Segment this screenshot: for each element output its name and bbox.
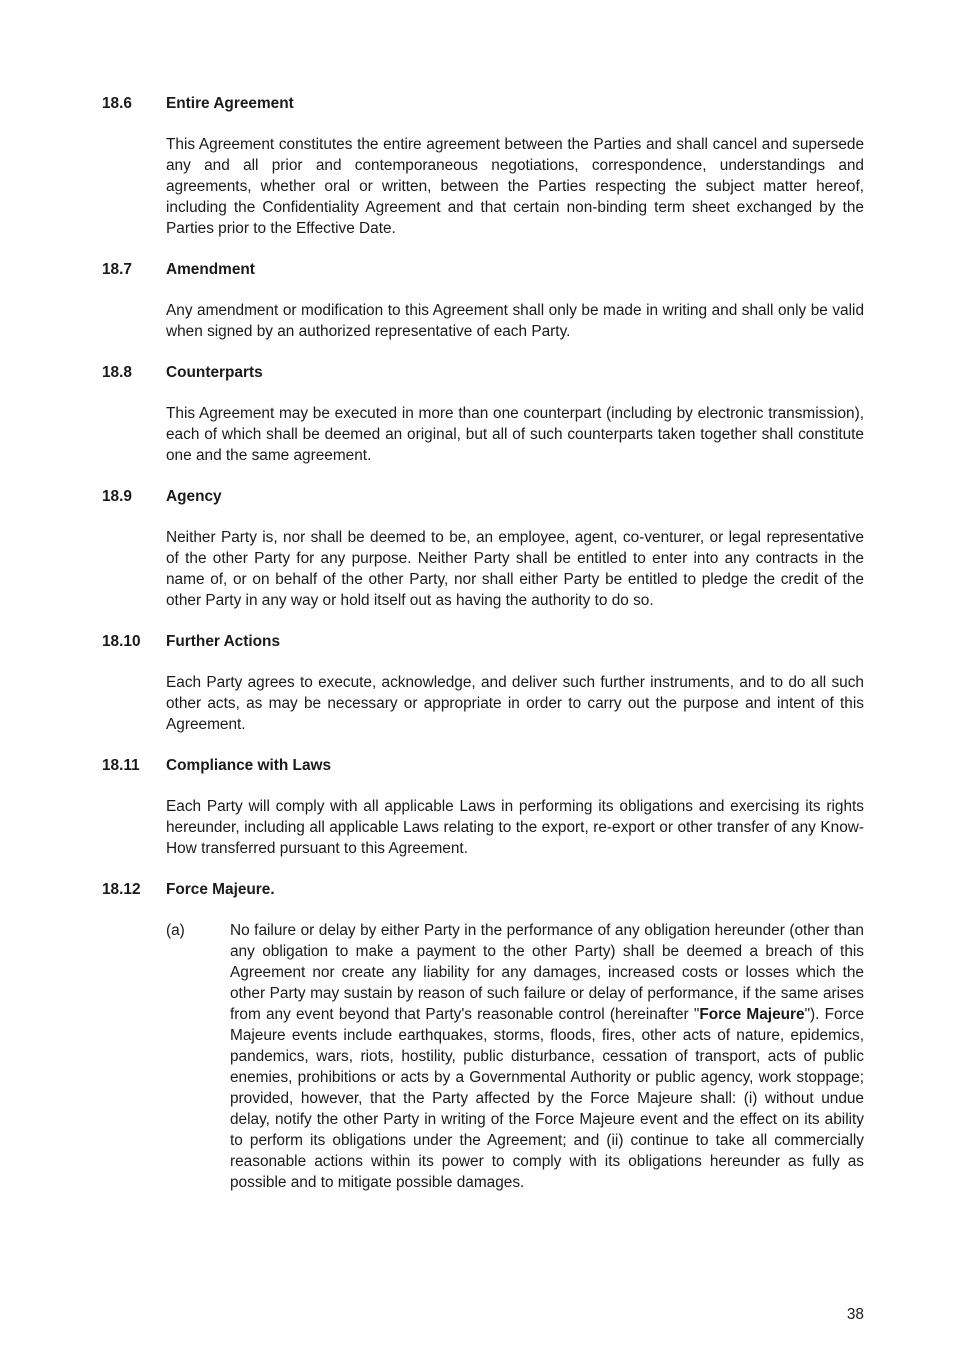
section-text: This Agreement may be executed in more than one counterpart (including by electronic transmission), each of which shall be deemed an original, but all of such counterparts taken together shall constitute one and the same agreement.: [166, 405, 864, 464]
section-18-11: [102, 755, 864, 859]
section-18-6: [102, 93, 864, 239]
section-number: 18.9: [102, 488, 132, 505]
section-title: Counterparts: [166, 364, 263, 381]
document-page: [102, 93, 864, 1213]
section-18-12: [102, 879, 864, 1193]
section-heading: [102, 93, 864, 114]
section-title: Entire Agreement: [166, 95, 294, 112]
clause-text-before: No failure or delay by either Party in the performance of any obligation hereunder (other than any obligation to make a payment to the other Party) shall be deemed a breach of this Agreement nor create any liability for any damages, increased costs or losses which the other Party may sustain by reason of such failure or delay of performance, if the same arises from any event beyond that Party's reasonable control (hereinafter ": [230, 922, 864, 1023]
section-number: 18.12: [102, 881, 141, 898]
section-heading: [102, 755, 864, 776]
section-number: 18.8: [102, 364, 132, 381]
section-text: Each Party will comply with all applicable Laws in performing its obligations and exercising its rights hereunder, including all applicable Laws relating to the export, re-export or other transfer of any Know-How transferred pursuant to this Agreement.: [166, 798, 864, 857]
section-heading: [102, 259, 864, 280]
section-title: Further Actions: [166, 633, 281, 650]
section-title: Compliance with Laws: [166, 757, 332, 774]
section-title: Amendment: [166, 261, 255, 278]
section-number: 18.6: [102, 95, 132, 112]
clause-item-a: [166, 920, 864, 1193]
section-text: Each Party agrees to execute, acknowledge, and deliver such further instruments, and to do all such other acts, as may be necessary or appropriate in order to carry out the purpose and intent of this Agreement.: [166, 674, 864, 733]
clause-text-after: "). Force Majeure events include earthquakes, storms, floods, fires, other acts of nature, epidemics, pandemics, wars, riots, hostility, public disturbance, cessation of transport, acts of public enemies, prohibitions or acts by a Governmental Authority or public agency, work stoppage; provided, however, that the Party affected by the Force Majeure shall: (i) without undue delay, notify the other Party in writing of the Force Majeure event and the effect on its ability to perform its obligations under the Agreement; and (ii) continue to take all commercially reasonable actions within its power to comply with its obligations hereunder as fully as possible and to mitigate possible damages.: [230, 1006, 865, 1191]
section-number: 18.7: [102, 261, 132, 278]
section-text: Neither Party is, nor shall be deemed to be, an employee, agent, co-venturer, or legal representative of the other Party for any purpose. Neither Party shall be entitled to enter into any contracts in the name of, or on behalf of the other Party, nor shall either Party be entitled to pledge the credit of the other Party in any way or hold itself out as having the authority to do so.: [166, 529, 864, 609]
section-18-10: [102, 631, 864, 735]
clause-text: [230, 920, 864, 1193]
defined-term: Force Majeure: [699, 1006, 805, 1023]
section-title: Agency: [166, 488, 222, 505]
section-18-8: [102, 362, 864, 466]
section-18-7: [102, 259, 864, 342]
section-18-9: [102, 486, 864, 611]
section-title: Force Majeure.: [166, 881, 275, 898]
section-text: This Agreement constitutes the entire agreement between the Parties and shall cancel and supersede any and all prior and contemporaneous negotiations, correspondence, understandings and agreements, whether oral or written, between the Parties respecting the subject matter hereof, including the Confidentiality Agreement and that certain non-binding term sheet exchanged by the Parties prior to the Effective Date.: [166, 136, 864, 237]
section-text: Any amendment or modification to this Agreement shall only be made in writing and shall only be valid when signed by an authorized representative of each Party.: [166, 302, 864, 340]
section-heading: [102, 631, 864, 652]
section-number: 18.11: [102, 757, 140, 774]
section-heading: [102, 879, 864, 900]
clause-label: (a): [166, 922, 185, 939]
section-heading: [102, 486, 864, 507]
section-heading: [102, 362, 864, 383]
section-number: 18.10: [102, 633, 141, 650]
page-number: 38: [846, 1306, 864, 1323]
